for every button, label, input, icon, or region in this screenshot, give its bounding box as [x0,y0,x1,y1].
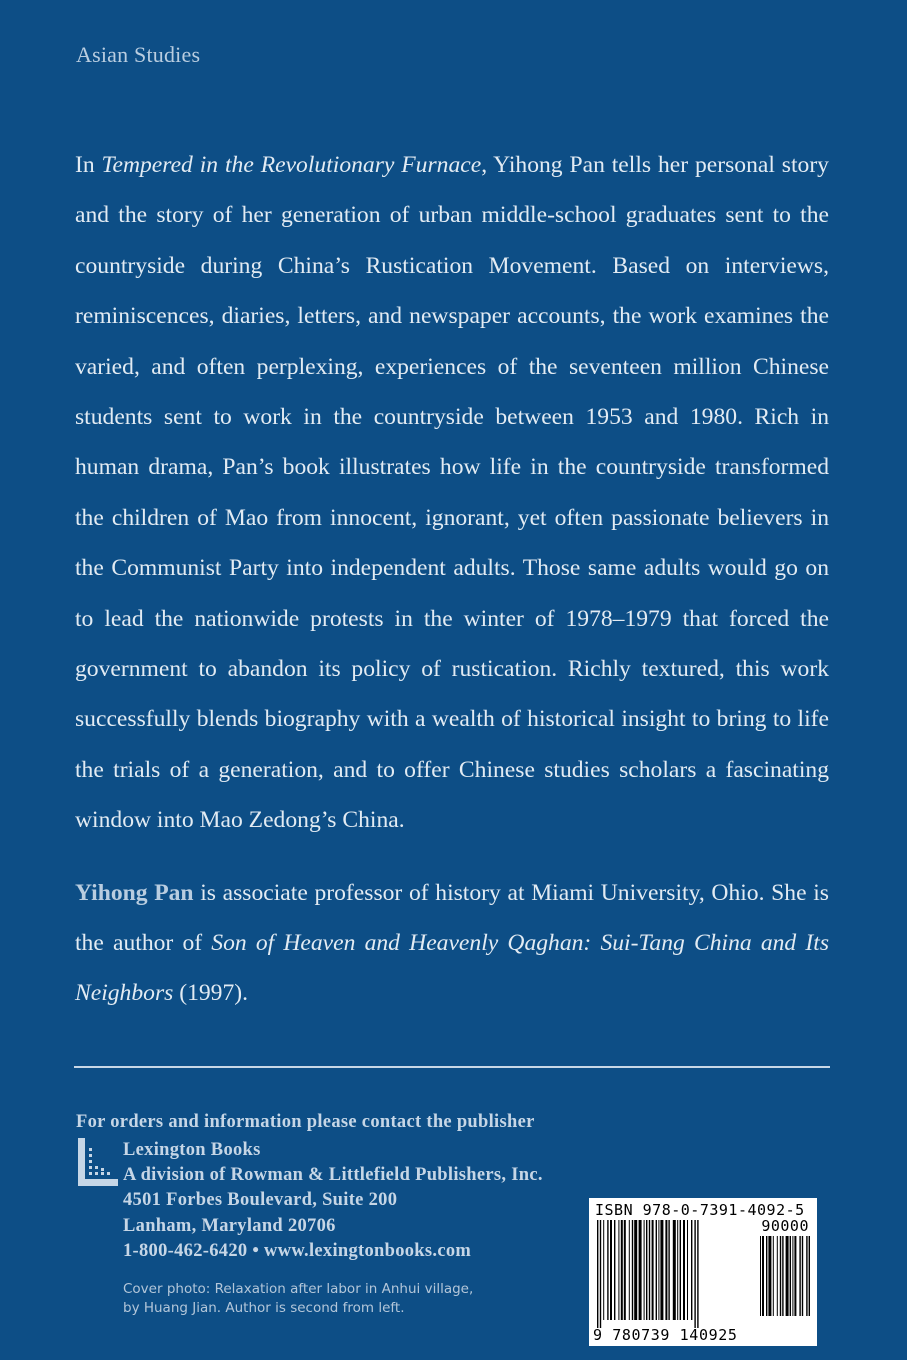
author-name: Yihong Pan [75,880,194,906]
publisher-name: Lexington Books [123,1140,261,1160]
barcode-bar [794,1236,796,1316]
photo-credit [123,1280,473,1318]
barcode-bar [806,1236,807,1316]
blurb-intro: In [75,152,102,178]
barcode-bar [656,1220,657,1320]
barcode-bar [597,1220,598,1328]
barcode-bar [697,1220,698,1328]
bio-text-1: is associate professor of history at Miami University, Ohio. She is the author of [75,880,829,956]
city-address: Lanham, Maryland 20706 [123,1215,336,1236]
barcode-bar [802,1236,803,1316]
series-label: Asian Studies [76,42,201,67]
divider-rule [74,1066,830,1068]
barcode-bar [777,1236,778,1316]
barcode-bar [782,1236,783,1316]
barcode-bar [634,1220,637,1320]
barcode-bar [673,1220,676,1320]
barcode-bar [658,1220,659,1320]
barcode-bar [691,1220,692,1320]
barcode-bar [624,1220,626,1320]
barcode-bar [790,1236,791,1316]
barcode-bar [694,1220,695,1328]
barcode-bar [762,1236,764,1316]
barcode-bar [652,1220,654,1320]
barcode-bar [677,1220,678,1320]
barcode-bar [792,1236,793,1316]
barcode-bar [618,1220,619,1320]
barcode-bar [786,1236,789,1316]
barcode-bar [680,1220,681,1320]
photo-credit-line-1: Cover photo: Relaxation after labor in Anhui village, [123,1281,474,1297]
barcode-bar [768,1236,771,1316]
isbn-barcode [589,1198,817,1346]
ean-barcode-bars [597,1220,747,1328]
barcode-bar [621,1220,623,1320]
barcode-bar [610,1220,612,1320]
barcode-bar [683,1220,685,1320]
barcode-bar [603,1220,604,1320]
phone-and-website: 1-800-462-6420 • www.lexingtonbooks.com [123,1240,472,1261]
barcode-bar [799,1236,800,1316]
barcode-bar [644,1220,645,1320]
barcode-bar [629,1220,630,1320]
isbn-number: ISBN 978-0-7391-4092-5 [595,1201,805,1219]
barcode-bar [668,1220,669,1320]
barcode-bar [766,1236,767,1316]
barcode-bar [780,1236,781,1316]
lexington-logo-icon [78,1138,118,1186]
bio-text-2: (1997). [173,980,249,1006]
barcode-bar [809,1236,810,1316]
book-description [75,140,829,846]
barcode-bar [600,1220,601,1328]
barcode-bar [660,1220,663,1320]
street-address: 4501 Forbes Boulevard, Suite 200 [123,1190,398,1211]
price-code: 90000 [761,1217,809,1235]
barcode-bar [632,1220,633,1320]
author-bio [75,868,829,1018]
barcode-bar [687,1220,688,1320]
prior-book-title: Son of Heaven and Heavenly Qaghan: Sui-Tang China and Its Neighbors [75,930,829,1006]
barcode-bar [665,1220,667,1320]
addon-barcode-bars [760,1236,810,1324]
barcode-bar [614,1220,615,1320]
publisher-division: A division of Rowman & Littlefield Publishers, Inc. [123,1165,543,1186]
barcode-bar [639,1220,642,1320]
book-title: Tempered in the Revolutionary Furnace [101,152,482,178]
publisher-address [123,1138,543,1264]
barcode-bar [646,1220,647,1320]
barcode-bar [607,1220,608,1320]
barcode-bar [649,1220,650,1320]
barcode-bar [773,1236,774,1316]
ean-digits: 9 780739 140925 [593,1326,738,1344]
contact-heading: For orders and information please contact the publisher [76,1112,535,1132]
blurb-text: , Yihong Pan tells her personal story and the story of her generation of urban middle-school graduates sent to the countryside during China’s Rustication Movement. Based on interviews, reminiscences, diaries, letters, and newspaper accounts, the work examines the varied, and often perplexing, experiences of the seventeen million Chinese students sent to work in the countryside between 1953 and 1980. Rich in human drama, Pan’s book illustrates how life in the countryside transformed the children of Mao from innocent, ignorant, yet often passionate believers in the Communist Party into independent adults. Those same adults would go on to lead the nationwide protests in the winter of 1978–1979 that forced the government to abandon its policy of rustication. Richly textured, this work successfully blends biography with a wealth of historical insight to bring to life the trials of a generation, and to offer Chinese studies scholars a fascinating window into Mao Zedong’s China. [75,152,829,834]
photo-credit-line-2: by Huang Jian. Author is second from left. [123,1300,405,1316]
barcode-bar [760,1236,761,1316]
